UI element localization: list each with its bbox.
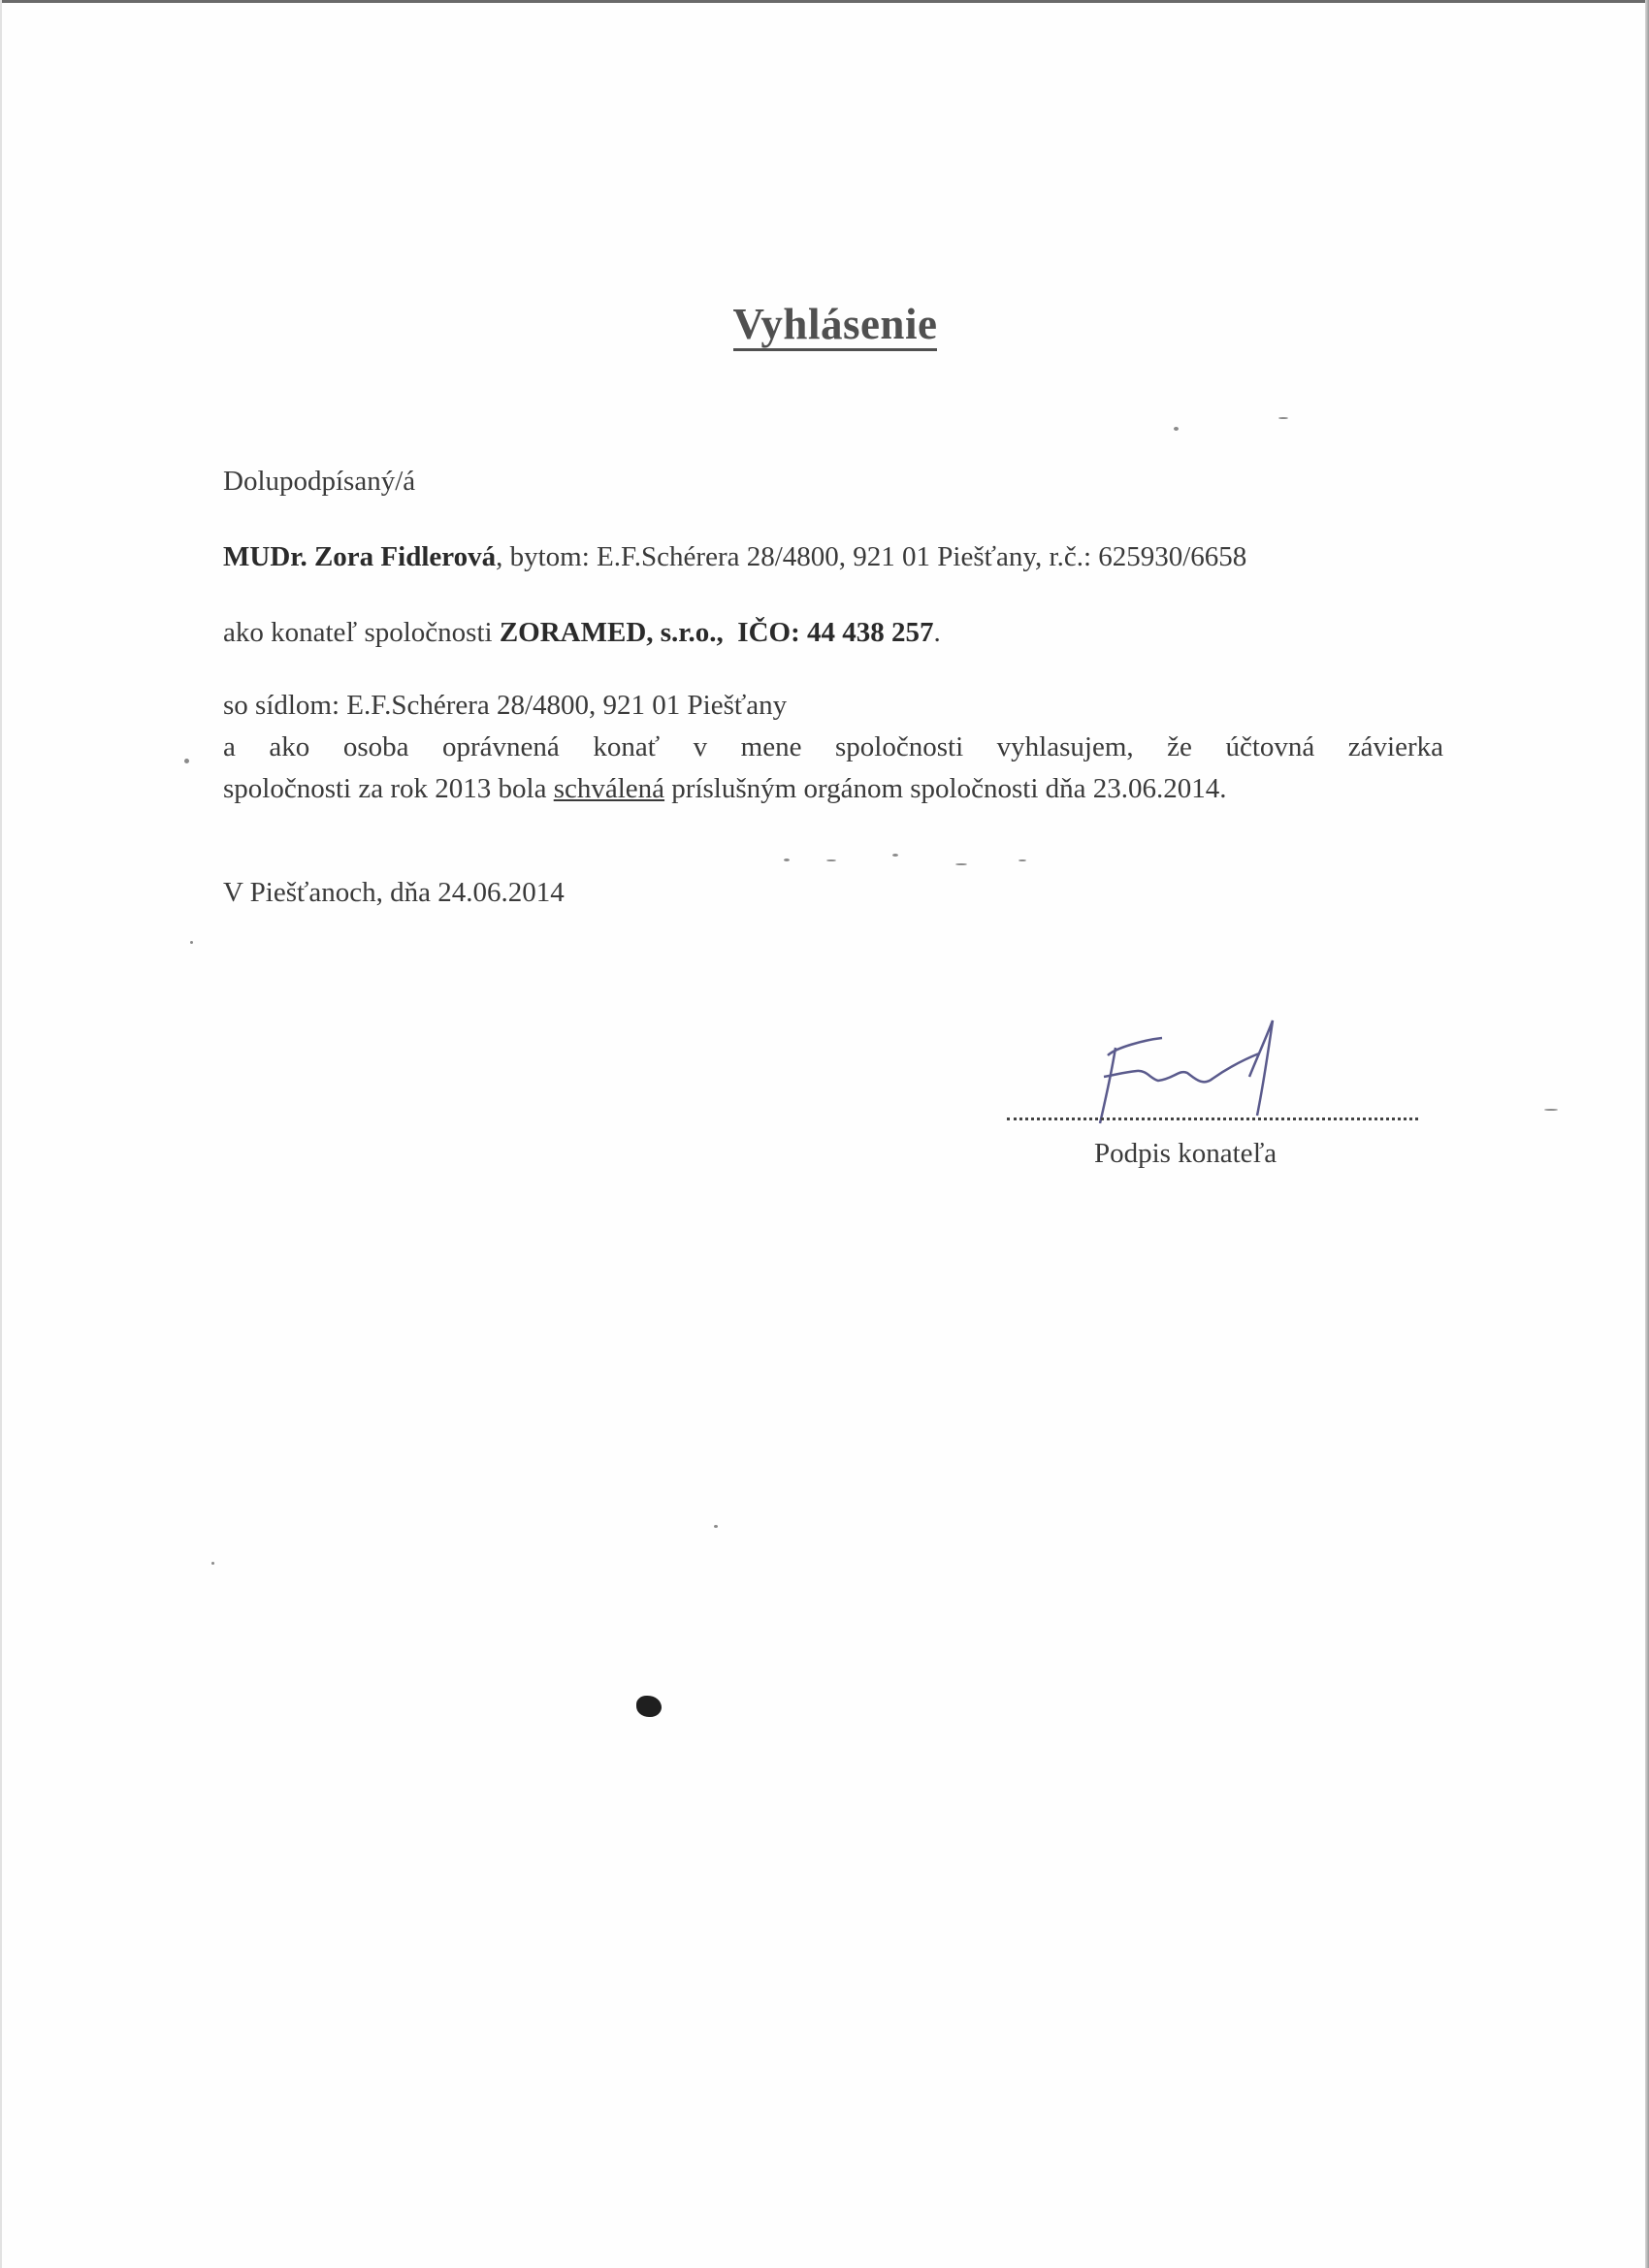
scan-speck [1278, 417, 1288, 419]
company-seat: so sídlom: E.F.Schérera 28/4800, 921 01 Piešťany [223, 690, 788, 721]
signature-line [1007, 1112, 1418, 1120]
company-name: ZORAMED, s.r.o., [499, 617, 724, 648]
company-ico: IČO: 44 438 257 [737, 617, 934, 648]
scan-speck [190, 941, 193, 944]
company-prefix: ako konateľ spoločnosti [223, 617, 500, 648]
birth-number: r.č.: 625930/6658 [1042, 541, 1247, 572]
scan-speck [826, 859, 836, 861]
person-line [223, 541, 1246, 573]
place-date: V Piešťanoch, dňa 24.06.2014 [223, 877, 565, 908]
person-address: , bytom: E.F.Schérera 28/4800, 921 01 Piešťany, [496, 541, 1043, 572]
scan-speck [184, 759, 189, 763]
company-line [223, 617, 941, 649]
company-suffix: . [933, 617, 941, 648]
signature-drawing [1086, 1019, 1339, 1125]
scan-speck [1174, 427, 1179, 431]
scan-blot [636, 1696, 662, 1717]
scan-speck [714, 1525, 718, 1528]
scan-speck [1018, 859, 1026, 861]
statement-line-1: a ako osoba oprávnená konať v mene spoločnosti vyhlasujem, že účtovná závierka [223, 731, 1443, 762]
scan-edge-top [0, 0, 1649, 3]
scan-speck [892, 854, 898, 857]
document-title [0, 299, 1649, 349]
statement-line-2-pre: spoločnosti za rok 2013 bola [223, 773, 554, 804]
salutation: Dolupodpísaný/á [223, 466, 416, 497]
document-title-text: Vyhlásenie [733, 300, 938, 351]
statement-line-2 [223, 773, 1377, 805]
signature-label: Podpis konateľa [1094, 1138, 1277, 1169]
scan-speck [784, 859, 790, 861]
statement-approved: schválená [553, 773, 665, 804]
person-name: MUDr. Zora Fidlerová [223, 541, 497, 572]
scan-speck [211, 1562, 214, 1565]
statement-line-2-post: príslušným orgánom spoločnosti dňa 23.06.2014. [664, 773, 1227, 804]
scan-speck [955, 863, 967, 865]
scan-speck [1544, 1109, 1558, 1111]
